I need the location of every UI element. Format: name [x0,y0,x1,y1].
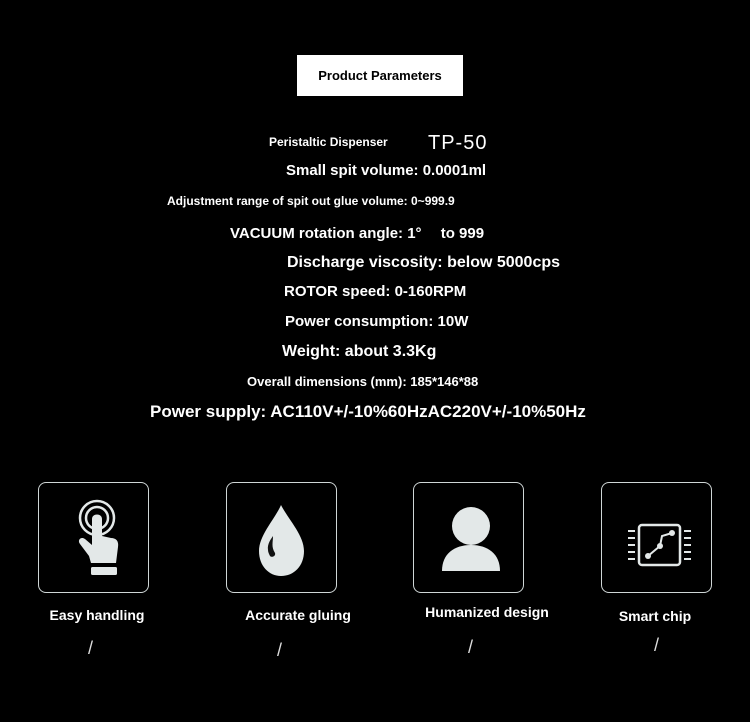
droplet-icon [227,483,338,594]
model-code: TP-50 [428,132,488,154]
page-title: Product Parameters [297,55,463,96]
feature-label-smart-chip: Smart chip [618,608,692,624]
param-dimensions: Overall dimensions (mm): 185*146*88 [247,374,479,389]
feature-mark: / [88,638,94,658]
param-adjustment-range: Adjustment range of spit out glue volume: 0~999.9 [167,194,455,208]
feature-smart-chip [601,482,712,593]
feature-humanized-design [413,482,524,593]
param-rotation-angle: VACUUM rotation angle: 1° to 999 [230,225,485,242]
feature-label-easy-handling: Easy handling [49,607,145,623]
param-viscosity: Discharge viscosity: below 5000cps [287,254,561,271]
param-weight: Weight: about 3.3Kg [282,343,437,360]
feature-mark: / [468,637,474,657]
param-rotor-speed: ROTOR speed: 0-160RPM [284,283,467,300]
feature-accurate-gluing [226,482,337,593]
feature-easy-handling [38,482,149,593]
param-power-consumption: Power consumption: 10W [285,313,469,330]
feature-mark: / [654,635,660,655]
chip-icon [602,483,713,594]
model-label: Peristaltic Dispenser [269,135,388,149]
param-spit-volume: Small spit volume: 0.0001ml [286,162,487,179]
feature-label-accurate-gluing: Accurate gluing [245,607,351,623]
feature-label-humanized-design: Humanized design [425,604,549,620]
feature-mark: / [277,640,283,660]
hand-tap-icon [39,483,150,594]
param-power-supply: Power supply: AC110V+/-10%60HzAC220V+/-10%50Hz [150,402,586,421]
person-icon [414,483,525,594]
